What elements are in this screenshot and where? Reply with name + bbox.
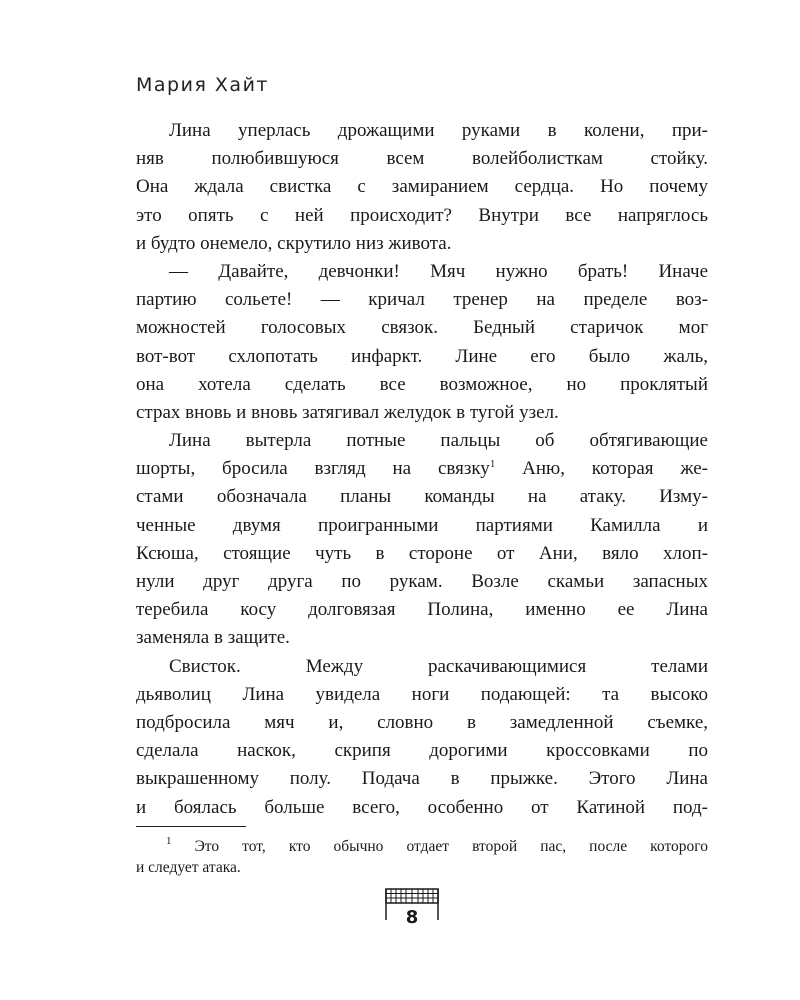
footnote-divider	[136, 826, 246, 827]
footnote-line	[136, 836, 708, 857]
text-line: теребила косу долговязая Полина, именно ее Лина	[136, 599, 708, 621]
footnote	[136, 836, 708, 878]
page-number-badge	[385, 888, 439, 932]
text-line: заменяла в защите.	[136, 627, 290, 649]
text-line: — Давайте, девчонки! Мяч нужно брать! Иначе	[169, 260, 708, 282]
text-line-with-footnote-ref	[136, 455, 708, 483]
text-line: Она ждала свистка с замиранием сердца. Но почему	[136, 176, 708, 198]
text-line: партию сольете! — кричал тренер на пределе воз-	[136, 289, 708, 311]
text-line: можностей голосовых связок. Бедный старичок мог	[136, 317, 708, 339]
text-line: подбросила мяч и, словно в замедленной съемке,	[136, 711, 708, 733]
body-text	[136, 117, 708, 822]
text-line: Свисток. Между раскачивающимися телами	[169, 655, 708, 677]
text-line: это опять с ней происходит? Внутри все напряглось	[136, 204, 708, 226]
text-line: ченные двумя проигранными партиями Камилла и	[136, 514, 708, 536]
text-line: и боялась больше всего, особенно от Катиной под-	[136, 796, 708, 818]
text-line: и будто онемело, скрутило низ живота.	[136, 232, 452, 254]
text-line: няв полюбившуюся всем волейболисткам стойку.	[136, 148, 708, 170]
text-line: выкрашенному полу. Подача в прыжке. Этого Лина	[136, 768, 708, 790]
text-fragment: шорты, бросила взгляд на связку	[136, 458, 490, 480]
text-line: сделала наскок, скрипя дорогими кроссовками по	[136, 740, 708, 762]
text-line: страх вновь и вновь затягивал желудок в тугой узел.	[136, 401, 559, 423]
running-header-author: Мария Хайт	[136, 74, 269, 96]
footnote-marker: 1	[166, 835, 172, 847]
text-line: Лина уперлась дрожащими руками в колени, при-	[169, 120, 708, 141]
text-line: вот-вот схлопотать инфаркт. Лине его было жаль,	[136, 345, 708, 367]
text-fragment: Аню, которая же-	[522, 458, 708, 480]
text-line: нули друг друга по рукам. Возле скамьи запасных	[136, 571, 708, 592]
text-line: она хотела сделать все возможное, но проклятый	[136, 373, 708, 395]
text-line: Ксюша, стоящие чуть в стороне от Ани, вяло хлоп-	[136, 542, 708, 564]
page-number: 8	[405, 907, 419, 928]
footnote-text: Это тот, кто обычно отдает второй пас, после которого	[194, 838, 708, 855]
text-line: стами обозначала планы команды на атаку. Изму-	[136, 486, 708, 508]
footnote-reference: 1	[489, 458, 496, 471]
text-line: Лина вытерла потные пальцы об обтягивающие	[169, 430, 708, 452]
text-line: дьяволиц Лина увидела ноги подающей: та высоко	[136, 683, 708, 705]
footnote-line: и следует атака.	[136, 859, 241, 876]
